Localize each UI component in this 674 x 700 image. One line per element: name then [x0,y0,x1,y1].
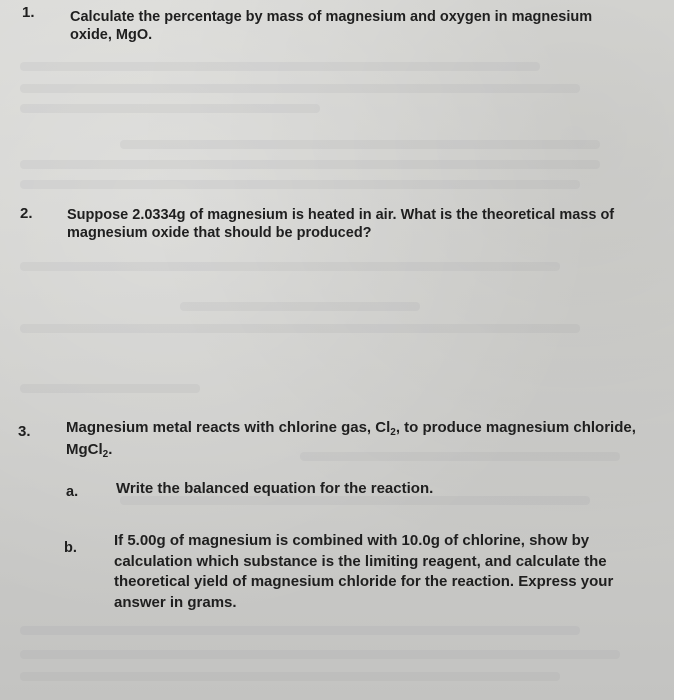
question-3-line-1-text: Magnesium metal reacts with chlorine gas, Cl [66,419,391,436]
question-2-line: Suppose 2.0334g of magnesium is heated in air. What is the theoretical mass of [67,207,615,223]
part-a-text [116,480,433,498]
question-2-text [67,207,614,242]
question-3-line-1 [66,417,636,439]
question-1-number: 1. [22,4,35,21]
part-b-line: answer in grams. [114,593,237,611]
bleed-through-line [20,104,320,113]
question-3-formula: MgCl [66,441,103,458]
bleed-through-line [20,180,580,189]
bleed-through-line [180,302,420,311]
bleed-through-line [20,262,560,271]
question-3-line-1-tail: , to produce magnesium chloride, [395,419,636,436]
bleed-through-line [20,324,580,333]
bleed-through-line [20,650,620,659]
question-3-text [66,417,636,461]
question-2-number: 2. [20,205,33,222]
part-b-text [114,531,613,613]
part-a-letter: a. [66,484,79,500]
bleed-through-line [120,140,600,149]
part-b-line: calculation which substance is the limiting reagent, and calculate the [114,552,607,570]
question-1-line: Calculate the percentage by mass of magnesium and oxygen in magnesium [70,9,593,25]
question-3-line-2-tail: . [108,441,113,458]
question-3-line-2 [66,439,636,461]
bleed-through-line [20,672,560,681]
part-b-letter: b. [64,540,77,556]
bleed-through-line [20,84,580,93]
question-1-text [70,9,592,44]
bleed-through-line [20,62,540,71]
formula-subscript: 2 [102,449,109,460]
part-b-line: theoretical yield of magnesium chloride for the reaction. Express your [114,573,614,590]
question-3-number: 3. [18,423,31,440]
bleed-through-line [20,626,580,635]
bleed-through-line [20,160,600,169]
bleed-through-line [20,384,200,393]
question-2-line: magnesium oxide that should be produced? [67,224,372,241]
question-1-line: oxide, MgO. [70,26,153,43]
chlorine-subscript: 2 [390,427,396,438]
part-a-line: Write the balanced equation for the reaction. [116,480,434,497]
part-b-line: If 5.00g of magnesium is combined with 10.0g of chlorine, show by [114,532,590,549]
